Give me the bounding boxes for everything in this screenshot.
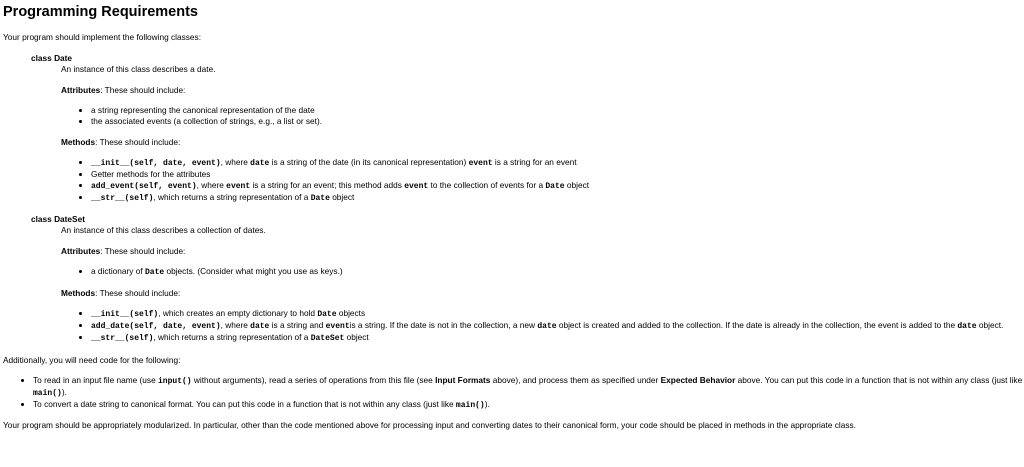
list-item: • __str__(self), which returns a string representation of a DateSet object [91, 332, 1024, 344]
dateset-attributes-list [61, 266, 1024, 278]
date-methods-list [61, 157, 1024, 204]
page-title: Programming Requirements [3, 4, 198, 20]
list-item: • __str__(self), which returns a string representation of a Date object [91, 192, 1024, 204]
date-class-body [61, 64, 1024, 204]
list-item: • To convert a date string to canonical format. You can put this code in a function that is not within any class (just like main()). [33, 399, 1024, 411]
list-item: • a dictionary of Date objects. (Consider what might you use as keys.) [91, 266, 1024, 278]
dateset-methods-list [61, 308, 1024, 344]
list-item: • a string representing the canonical representation of the date [91, 105, 1024, 116]
list-item: • __init__(self), which creates an empty dictionary to hold Date objects [91, 308, 1024, 320]
list-item: • Getter methods for the attributes [91, 169, 1024, 180]
footer-text: Your program should be appropriately modularized. In particular, other than the code mentioned above for processing input and converting dates to their canonical form, your code should be placed in methods in the appropriate class. [3, 420, 856, 430]
list-item: • the associated events (a collection of strings, e.g., a list or set). [91, 116, 1024, 127]
dateset-class-section [31, 214, 1024, 344]
additional-list [3, 375, 1024, 411]
date-methods-heading: Methods: These should include: [61, 137, 181, 147]
dateset-class-name: class DateSet [31, 214, 85, 224]
date-attributes-heading: Attributes: These should include: [61, 85, 186, 95]
list-item: • add_event(self, event), where event is a string for an event; this method adds event to the collection of events for a Date object [91, 180, 1024, 192]
list-item: • __init__(self, date, event), where date is a string of the date (in its canonical representation) event is a string for an event [91, 157, 1024, 169]
date-attributes-list [61, 105, 1024, 127]
date-class-name: class Date [31, 53, 73, 63]
list-item: • To read in an input file name (use input() without arguments), read a series of operations from this file (see Input Formats above), and process them as specified under Expected Behavior above. You can put this code in a function that is not within any class (just like main()). [33, 375, 1024, 399]
date-class-desc: An instance of this class describes a date. [61, 64, 216, 74]
date-class-section [31, 53, 1024, 204]
dateset-attributes-heading: Attributes: These should include: [61, 246, 186, 256]
additional-text: Additionally, you will need code for the following: [3, 355, 181, 365]
dateset-class-body [61, 225, 1024, 344]
list-item: • add_date(self, date, event), where date is a string and eventis a string. If the date is not in the collection, a new date object is created and added to the collection. If the date is already in the collection, the event is added to the date object. [91, 320, 1024, 332]
dateset-methods-heading: Methods: These should include: [61, 288, 181, 298]
intro-text: Your program should implement the following classes: [3, 32, 201, 42]
dateset-class-desc: An instance of this class describes a collection of dates. [61, 225, 266, 235]
